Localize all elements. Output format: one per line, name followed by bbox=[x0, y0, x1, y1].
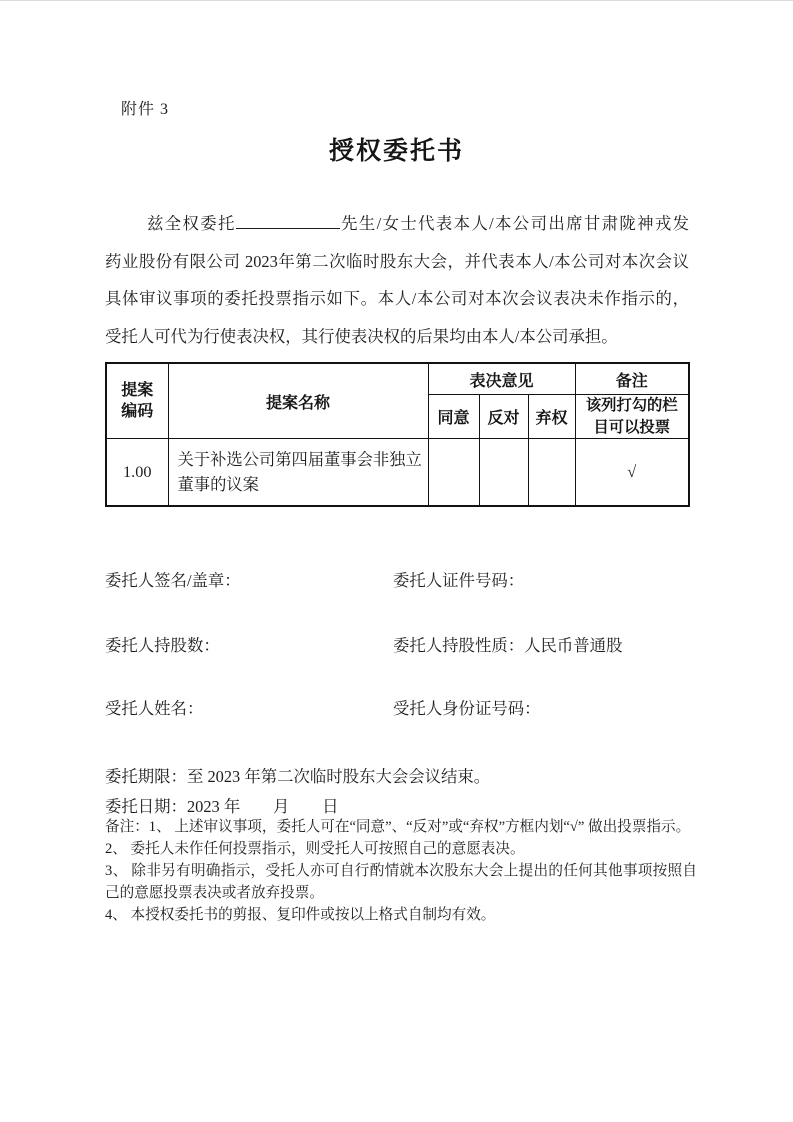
note-item-3: 3、 除非另有明确指示，受托人亦可自行酌情就本次股东大会上提出的任何其他事项按照自己的意愿投票表决或者放弃投票。 bbox=[105, 862, 697, 901]
field-row-trustee-name bbox=[105, 695, 689, 717]
voting-instruction-table bbox=[105, 362, 690, 507]
col-header-proposal-code bbox=[106, 363, 168, 439]
trustee-name-label: 受托人姓名： bbox=[105, 699, 204, 718]
intro-line-3: 具体审议事项的委托投票指示如下。本人/本公司对本次会议表决未作指示的， bbox=[105, 289, 689, 309]
note-item-2: 2、 委托人未作任何投票指示，则受托人可按照自己的意愿表决。 bbox=[105, 840, 525, 857]
proposal-code-cell: 1.00 bbox=[106, 439, 168, 507]
principal-share-type-label: 委托人持股性质：人民币普通股 bbox=[393, 636, 623, 655]
col-header-agree: 同意 bbox=[428, 395, 479, 439]
page-top-edge bbox=[0, 0, 793, 1]
proxy-name-blank-line bbox=[236, 211, 340, 229]
proposal-code-header-text: 提案编码 bbox=[121, 381, 154, 421]
field-row-principal-signature bbox=[105, 567, 689, 589]
document-title: 授权委托书 bbox=[328, 137, 464, 165]
intro-line-4: 受托人可代为行使表决权，其行使表决权的后果均由本人/本公司承担。 bbox=[105, 326, 618, 346]
table-row bbox=[106, 439, 689, 507]
intro-line-2: 药业股份有限公司 2023年第二次临时股东大会，并代表本人/本公司对本次会议 bbox=[105, 251, 689, 271]
abstain-vote-cell bbox=[528, 439, 575, 507]
note-item-4: 4、 本授权委托书的剪报、复印件或按以上格式自制均有效。 bbox=[105, 906, 496, 923]
oppose-vote-cell bbox=[479, 439, 528, 507]
col-header-abstain: 弃权 bbox=[528, 395, 575, 439]
proposal-name-cell: 关于补选公司第四届董事会非独立董事的议案 bbox=[168, 439, 428, 507]
notes-section bbox=[105, 817, 697, 927]
intro-paragraph bbox=[105, 205, 689, 355]
intro-line-1 bbox=[105, 205, 689, 243]
col-header-remark-note: 该列打勾的栏目可以投票 bbox=[575, 395, 689, 439]
intro-rest-text: 先生/女士代表本人/本公司出席甘肃陇神戎发 bbox=[339, 214, 689, 233]
principal-signature-label: 委托人签名/盖章： bbox=[105, 571, 241, 590]
intro-lead-text: 兹全权委托 bbox=[147, 214, 236, 233]
principal-shares-label: 委托人持股数： bbox=[105, 636, 220, 655]
remark-checkmark-cell: √ bbox=[575, 439, 689, 507]
col-header-remark: 备注 bbox=[575, 363, 689, 395]
col-header-proposal-name: 提案名称 bbox=[168, 363, 428, 439]
entrust-date-line: 委托日期：2023 年 月 日 bbox=[105, 797, 339, 816]
attachment-label: 附件 3 bbox=[121, 101, 170, 118]
trustee-id-number-label: 受托人身份证号码： bbox=[393, 699, 541, 718]
note-item-1: 备注：1、 上述审议事项，委托人可在“同意”、“反对”或“弃权”方框内划“√” 做出投票指示。 bbox=[105, 819, 691, 835]
col-header-oppose: 反对 bbox=[479, 395, 528, 439]
agree-vote-cell bbox=[428, 439, 479, 507]
col-header-vote-opinion: 表决意见 bbox=[428, 363, 575, 395]
entrust-term-line: 委托期限：至 2023 年第二次临时股东大会会议结束。 bbox=[105, 767, 491, 786]
principal-id-number-label: 委托人证件号码： bbox=[393, 571, 525, 590]
field-row-principal-shares bbox=[105, 632, 689, 654]
